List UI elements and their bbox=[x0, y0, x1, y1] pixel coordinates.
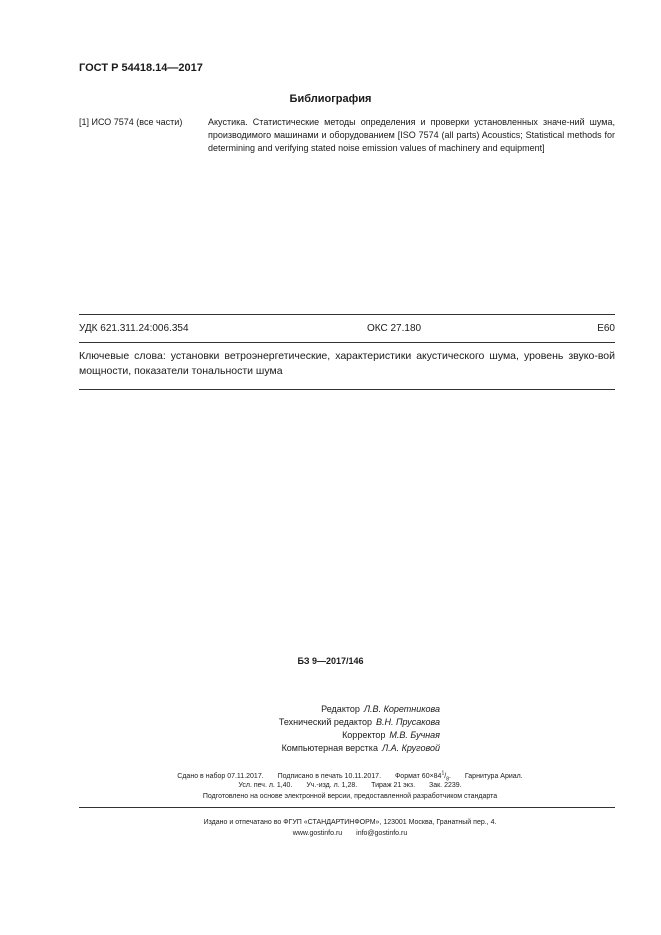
staff-editor bbox=[200, 703, 440, 716]
staff-tech-editor bbox=[200, 716, 440, 729]
classifier-code: Е60 bbox=[597, 323, 615, 334]
website-link[interactable]: www.gostinfo.ru bbox=[292, 830, 343, 837]
divider-bottom bbox=[79, 389, 615, 390]
imprint-contacts bbox=[100, 828, 600, 839]
imprint-pub-sheets: Уч.-изд. л. 1,28. bbox=[306, 782, 358, 789]
imprint-font: Гарнитура Ариал. bbox=[464, 773, 523, 781]
imprint-print-sheets: Усл. печ. л. 1,40. bbox=[238, 782, 293, 789]
oks-code: ОКС 27.180 bbox=[367, 323, 422, 334]
keywords: Ключевые слова: установки ветроэнергетические, характеристики акустического шума, уровень звуко-вой мощности, показатели тональности шума bbox=[79, 350, 615, 377]
bz-number: БЗ 9—2017/146 bbox=[297, 656, 364, 666]
imprint-sent: Сдано в набор 07.11.2017. bbox=[177, 773, 264, 781]
staff-name: Л.В. Коретникова bbox=[363, 704, 440, 714]
staff-role: Технический редактор bbox=[278, 717, 372, 727]
imprint-publisher: Издано и отпечатано во ФГУП «СТАНДАРТИНФОРМ», 123001 Москва, Гранатный пер., 4. bbox=[203, 819, 497, 826]
imprint-prepared: Подготовлено на основе электронной версии, предоставленной разработчиком стандарта bbox=[202, 793, 498, 800]
divider-imprint bbox=[79, 807, 615, 808]
staff-role: Редактор bbox=[321, 704, 360, 714]
bibliography-ref: [1] ИСО 7574 (все части) bbox=[79, 117, 183, 127]
imprint-signed: Подписано в печать 10.11.2017. bbox=[277, 773, 382, 781]
staff-name: Л.А. Круговой bbox=[381, 743, 440, 753]
imprint-format-label: Формат 60×84 bbox=[394, 773, 442, 781]
imprint-line-2 bbox=[100, 780, 600, 791]
imprint-format-den: 8 bbox=[446, 776, 449, 783]
staff-role: Корректор bbox=[342, 730, 386, 740]
bibliography-text: Акустика. Статистические методы определения и проверки установленных значе-ний шума, производимого машинами и оборудованием [ISO 7574 (all parts) Acoustics; Statistical methods for determining and verifying stated noise emission values of machinery and equipment] bbox=[208, 117, 615, 153]
udk-code: УДК 621.311.24:006.354 bbox=[79, 323, 189, 334]
staff-role: Компьютерная верстка bbox=[281, 743, 378, 753]
staff-list bbox=[200, 703, 440, 755]
staff-corrector bbox=[200, 729, 440, 742]
imprint-format: Формат $60\times 84^1/_8$. bbox=[394, 771, 451, 783]
email-link[interactable]: info@gostinfo.ru bbox=[356, 830, 408, 837]
standard-code: ГОСТ Р 54418.14—2017 bbox=[79, 62, 203, 74]
staff-name: В.Н. Прусакова bbox=[376, 717, 440, 727]
divider-middle bbox=[79, 342, 615, 343]
imprint-run: Тираж 21 экз. bbox=[371, 782, 416, 789]
imprint-order: Зак. 2239. bbox=[429, 782, 462, 789]
imprint-format-num: 1 bbox=[441, 771, 445, 777]
divider-top bbox=[79, 314, 615, 315]
staff-name: М.В. Бучная bbox=[389, 730, 440, 740]
staff-layout bbox=[200, 742, 440, 755]
bibliography-title: Библиография bbox=[289, 93, 372, 105]
